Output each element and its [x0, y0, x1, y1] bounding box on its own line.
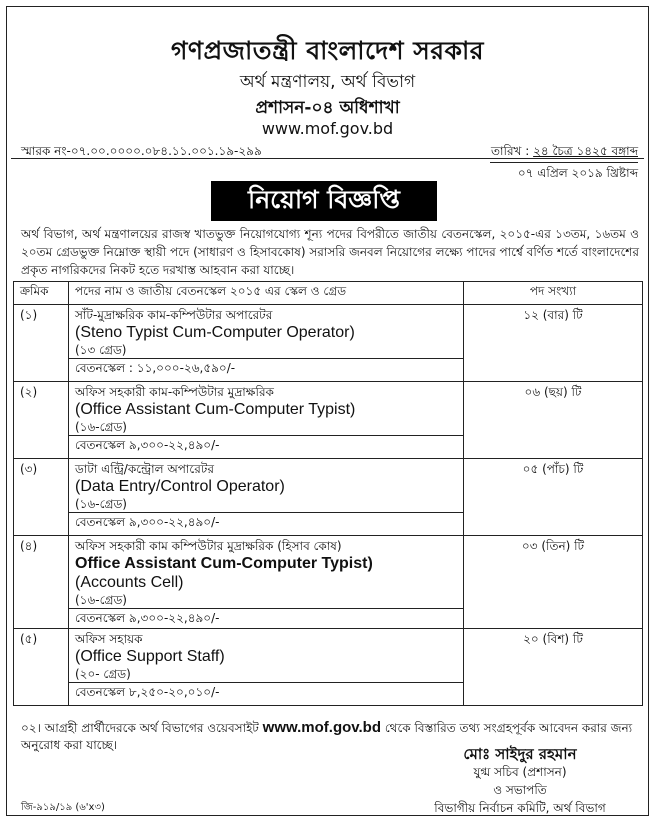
- post-name-bn: সাঁট-মুদ্রাক্ষরিক কাম-কম্পিউটার অপারেটর: [75, 308, 273, 322]
- administration-title: প্রশাসন-০৪ অধিশাখা: [255, 98, 400, 118]
- post-name-en: (Data Entry/Control Operator): [75, 478, 285, 495]
- post-grade: (১৬-গ্রেড): [75, 593, 127, 607]
- date-bangla-value: ২৪ চৈত্র ১৪২৫ বঙ্গাব্দ: [533, 144, 638, 158]
- row-post: [69, 536, 464, 629]
- post-grade: (১৬-গ্রেড): [75, 497, 127, 511]
- row-count: ০৫ (পাঁচ) টি: [464, 459, 643, 536]
- post-scale: বেতনস্কেল : ১১,০০০-২৬,৫৯০/-: [69, 358, 463, 376]
- row-count: ২০ (বিশ) টি: [464, 629, 643, 706]
- post-grade: (১৬-গ্রেড): [75, 420, 127, 434]
- post-scale: বেতনস্কেল ৮,২৫০-২০,০১০/-: [69, 682, 463, 700]
- footnote-text-before: ০২। আগ্রহী প্রার্থীদেরকে অর্থ বিভাগের ওয়েবসাইট: [21, 721, 263, 735]
- signatory-role: ও সভাপতি: [493, 783, 547, 797]
- row-serial: (৫): [14, 629, 69, 706]
- table-row: [14, 382, 643, 459]
- row-serial: (১): [14, 305, 69, 382]
- government-title: গণপ্রজাতন্ত্রী বাংলাদেশ সরকার: [171, 36, 484, 65]
- row-post: [69, 382, 464, 459]
- date-gregorian: ০৭ এপ্রিল ২০১৯ খ্রিষ্টাব্দ: [490, 162, 638, 185]
- notice-banner: নিয়োগ বিজ্ঞপ্তি: [211, 181, 437, 221]
- ministry-title: অর্থ মন্ত্রণালয়, অর্থ বিভাগ: [239, 72, 416, 92]
- table-row: [14, 536, 643, 629]
- post-name-en-2: (Accounts Cell): [75, 574, 184, 591]
- table-row: [14, 305, 643, 382]
- post-grade: (২০- গ্রেড): [75, 667, 131, 681]
- signatory-name: মোঃ সাইদুর রহমান: [463, 745, 577, 763]
- header-count: পদ সংখ্যা: [464, 282, 643, 305]
- memo-number: স্মারক নং-০৭.০০.০০০০.০৮৪.১১.০০১.১৯-২৯৯: [21, 144, 262, 158]
- row-serial: (৪): [14, 536, 69, 629]
- post-name-bn: অফিস সহকারী কাম-কম্পিউটার মুদ্রাক্ষরিক: [75, 385, 274, 399]
- intro-paragraph: অর্থ বিভাগ, অর্থ মন্ত্রণালয়ের রাজস্ব খাতভুক্ত নিয়োগযোগ্য শূন্য পদের বিপরীতে জাতীয় বেতনস্কেল, ২০১৫-এর ১৩তম, ১৬তম ও ২০তম গ্রেডভুক্ত নিম্নোক্ত স্থায়ী পদে (সাধারণ ও হিসাবকোষ) সরাসরি জনবল নিয়োগের লক্ষ্যে পাদের পার্শ্বে বর্ণিত শর্তে বাংলাদেশের প্রকৃত নাগরিকদের নিকট হতে দরখাস্ত আহবান করা যাচ্ছে।: [21, 227, 639, 277]
- row-count: ০৩ (তিন) টি: [464, 536, 643, 629]
- post-grade: (১৩ গ্রেড): [75, 343, 127, 357]
- post-name-bn: ডাটা এন্ট্রি/কন্ট্রোল অপারেটর: [75, 462, 214, 476]
- signatory-committee: বিভাগীয় নির্বাচন কমিটি, অর্থ বিভাগ: [434, 801, 606, 815]
- post-name-bn: অফিস সহকারী কাম কম্পিউটার মুদ্রাক্ষরিক (হিসাব কোষ): [75, 539, 342, 553]
- footnote-text-after: থেকে বিস্তারিত তথ্য সংগ্রহপূর্বক আবেদন করার জন্য অনুরোধ করা যাচ্ছে।: [21, 721, 633, 752]
- post-name-en: (Office Support Staff): [75, 648, 225, 665]
- date-bangla: [491, 143, 638, 163]
- row-post: [69, 459, 464, 536]
- divider: [11, 158, 644, 159]
- notice-frame: [6, 6, 649, 816]
- post-scale: বেতনস্কেল ৯,৩০০-২২,৪৯০/-: [69, 608, 463, 626]
- row-count: ০৬ (ছয়) টি: [464, 382, 643, 459]
- header-serial: ক্রমিক: [14, 282, 69, 305]
- ad-code: জি-৯১৯/১৯ (৬'x৩): [21, 802, 105, 813]
- post-name-bn: অফিস সহায়ক: [75, 632, 143, 646]
- posts-table: [13, 281, 643, 706]
- post-scale: বেতনস্কেল ৯,৩০০-২২,৪৯০/-: [69, 512, 463, 530]
- signatory-designation: যুগ্ম সচিব (প্রশাসন): [473, 765, 567, 779]
- row-serial: (২): [14, 382, 69, 459]
- row-serial: (৩): [14, 459, 69, 536]
- row-count: ১২ (বার) টি: [464, 305, 643, 382]
- header-post: পদের নাম ও জাতীয় বেতনস্কেল ২০১৫ এর স্কেল ও গ্রেড: [69, 282, 464, 305]
- footnote-website: www.mof.gov.bd: [262, 719, 381, 736]
- post-scale: বেতনস্কেল ৯,৩০০-২২,৪৯০/-: [69, 435, 463, 453]
- post-name-en: (Office Assistant Cum-Computer Typist): [75, 401, 356, 418]
- post-name-en: (Steno Typist Cum-Computer Operator): [75, 324, 355, 341]
- post-name-en: Office Assistant Cum-Computer Typist): [75, 555, 373, 572]
- signature-block: [410, 745, 630, 817]
- table-header-row: [14, 282, 643, 305]
- date-label: তারিখ :: [491, 144, 534, 158]
- table-row: [14, 459, 643, 536]
- row-post: [69, 305, 464, 382]
- website-link: www.mof.gov.bd: [261, 119, 394, 138]
- row-post: [69, 629, 464, 706]
- table-row: [14, 629, 643, 706]
